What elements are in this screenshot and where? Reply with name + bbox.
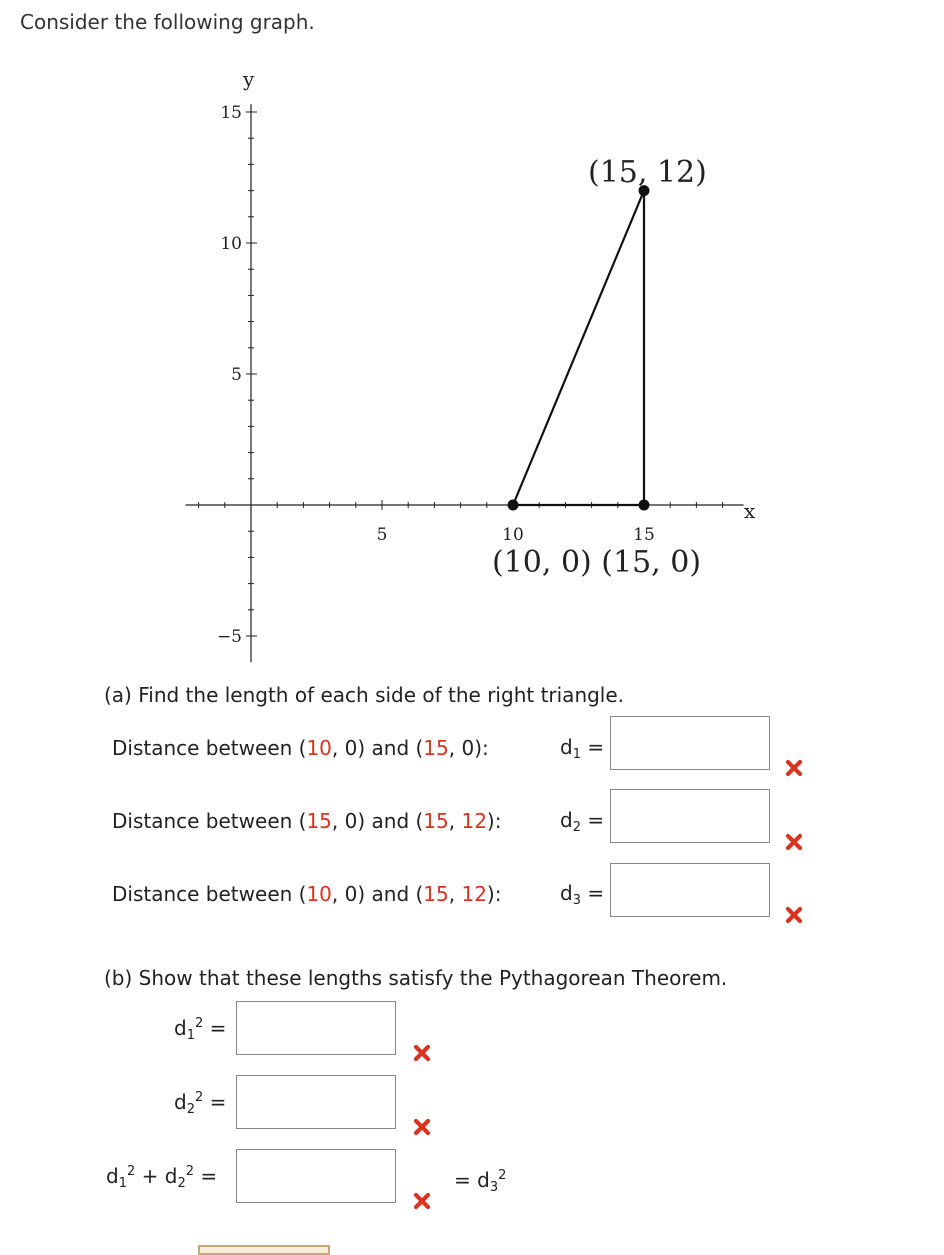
equals-sign: = [580,808,605,832]
equals-sign: = [454,1168,478,1192]
point-coordinate: 15 [423,809,449,833]
var-superscript: 2 [126,1164,136,1179]
text-segment: ): [486,882,502,906]
incorrect-x-icon [784,905,804,925]
point-coordinate: 15 [306,809,332,833]
var-letter: d [174,1016,187,1040]
d2-input[interactable] [610,789,770,843]
distance-row-3-text [112,882,501,906]
distance-row-2-text [112,809,501,833]
incorrect-x-icon [412,1117,432,1137]
triangle-shape [513,191,644,505]
point-coordinate: 12 [461,882,487,906]
d1-input[interactable] [610,716,770,770]
d2-squared-label [174,1090,226,1117]
text-segment: , 0) and ( [331,809,424,833]
y-tick-label: 15 [220,103,242,123]
sum-squares-label [106,1164,217,1191]
x-axis-label: x [744,499,756,523]
bottom-points-label: (10, 0) (15, 0) [492,545,702,580]
equals-d3-squared [454,1168,506,1195]
d1-label [560,735,604,762]
var-letter: d [106,1164,119,1188]
var-subscript: 2 [186,1102,195,1117]
var-letter: d [477,1168,490,1192]
var-subscript: 1 [572,747,581,762]
plus-sign: + [135,1164,165,1188]
y-tick-label: 10 [220,234,242,254]
var-letter: d [174,1090,187,1114]
y-axis-label: y [243,67,255,91]
triangle-vertex-point [508,500,519,511]
var-letter: d [164,1164,178,1188]
text-segment: ): [486,809,502,833]
d3-input[interactable] [610,863,770,917]
y-tick-label: −5 [216,627,242,647]
part-b-prompt: (b) Show that these lengths satisfy the Pythagorean Theorem. [104,966,728,990]
var-superscript: 2 [498,1168,507,1183]
incorrect-x-icon [412,1191,432,1211]
x-tick-label: 5 [376,525,388,545]
var-letter: d [560,735,573,759]
triangle-vertex-point [639,500,650,511]
var-superscript: 2 [194,1016,204,1031]
d1-squared-label [174,1016,226,1043]
text-segment: , 0): [448,736,489,760]
incorrect-x-icon [784,832,804,852]
incorrect-x-icon [784,758,804,778]
incorrect-x-icon [412,1043,432,1063]
equals-sign: = [580,881,605,905]
equals-sign: = [580,735,605,759]
var-subscript: 2 [177,1176,186,1191]
d2-label [560,808,604,835]
text-segment: , [448,882,462,906]
equals-sign: = [203,1016,227,1040]
text-segment: Distance between ( [112,882,307,906]
distance-row-1-text [112,736,489,760]
point-coordinate: 10 [306,736,332,760]
d3-label [560,881,604,908]
part-a-prompt: (a) Find the length of each side of the right triangle. [104,683,625,707]
text-segment: , 0) and ( [331,736,424,760]
d1-squared-input[interactable] [236,1001,396,1055]
sum-squares-input[interactable] [236,1149,396,1203]
equals-sign: = [194,1164,218,1188]
point-coordinate: 10 [306,882,332,906]
equals-sign: = [203,1090,227,1114]
var-letter: d [560,881,573,905]
var-subscript: 3 [489,1180,499,1195]
d2-squared-input[interactable] [236,1075,396,1129]
text-segment: , [448,809,462,833]
text-segment: Distance between ( [112,736,307,760]
text-segment: Distance between ( [112,809,307,833]
var-superscript: 2 [194,1090,204,1105]
var-subscript: 1 [118,1176,127,1191]
point-coordinate: 12 [461,809,487,833]
var-subscript: 3 [572,893,581,908]
var-subscript: 1 [186,1028,195,1043]
var-letter: d [560,808,573,832]
text-segment: , 0) and ( [331,882,424,906]
point-coordinate: 15 [423,882,449,906]
top-point-label: (15, 12) [588,155,707,190]
var-subscript: 2 [572,820,581,835]
x-tick-label: 10 [502,525,524,545]
intro-text: Consider the following graph. [20,10,315,34]
point-coordinate: 15 [423,736,449,760]
x-tick-label: 15 [633,525,655,545]
y-tick-label: 5 [231,365,242,385]
partial-button[interactable] [198,1245,330,1255]
var-superscript: 2 [185,1164,195,1179]
